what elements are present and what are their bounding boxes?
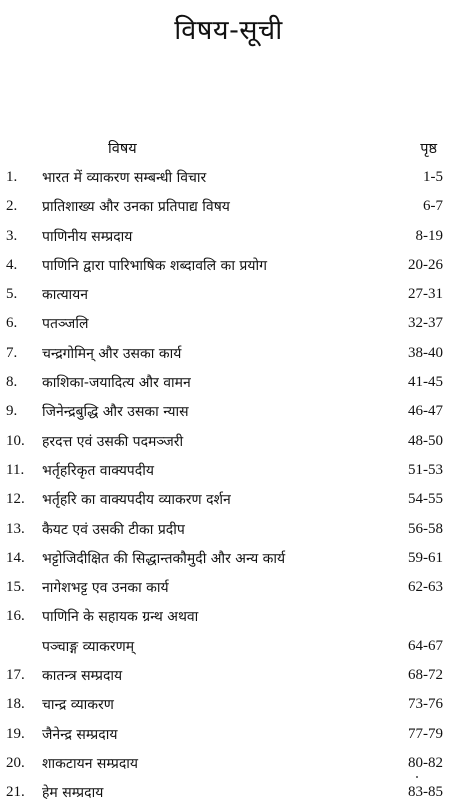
entry-title: शाकटायन सम्प्रदाय [42,755,138,772]
entry-page-range: 27-31 [408,286,443,303]
entry-number: 19. [6,725,25,742]
entry-title: हेम सम्प्रदाय [42,785,104,802]
entry-page-range: 38-40 [408,344,443,361]
entry-number: 12. [6,491,25,508]
entry-page-range: 1-5 [423,169,443,185]
entry-number: 15. [6,579,25,596]
toc-entry [0,341,457,370]
toc-entry [0,282,457,311]
entry-page-range: 51-53 [408,461,443,478]
toc-entry [0,692,457,721]
toc-entry [0,517,457,546]
entry-number: 13. [6,520,25,537]
toc-entry [0,370,457,399]
entry-number: 17. [6,667,25,684]
entry-page-range: 54-55 [408,491,443,508]
entry-title: पञ्चाङ्ग व्याकरणम् [42,638,135,655]
toc-entry [0,575,457,604]
entry-number: 11. [6,461,25,478]
entry-title: भर्तृहरि का वाक्यपदीय व्याकरण दर्शन [42,492,231,509]
toc-entry [0,429,457,458]
entry-title: चान्द्र व्याकरण [42,697,114,714]
subject-column-header: विषय [108,141,137,157]
entry-title: पाणिनि के सहायक ग्रन्थ अथवा [42,609,199,626]
entry-page-range: 20-26 [408,256,443,273]
entry-number: 1. [6,169,18,185]
toc-entry [0,194,457,223]
entry-title: नागेशभट्ट एव उनका कार्य [42,580,169,597]
toc-entry [0,487,457,516]
entry-page-range: 68-72 [408,667,443,684]
toc-entry [0,751,457,780]
toc-entry [0,311,457,340]
entry-page-range: 73-76 [408,696,443,713]
entry-number: 10. [6,432,25,449]
entry-page-range: 8-19 [415,227,443,244]
entry-title: कातन्त्र सम्प्रदाय [42,668,123,685]
entry-title: चन्द्रगोमिन् और उसका कार्य [42,345,182,362]
toc-list [0,165,457,810]
entry-title: जिनेन्द्रबुद्धि और उसका न्यास [42,404,189,421]
toc-entry [0,722,457,751]
entry-title: पाणिनीय सम्प्रदाय [42,228,133,245]
entry-page-range: 80-82 [408,754,443,771]
entry-number: 21. [6,784,25,801]
entry-page-range: 32-37 [408,315,443,332]
entry-page-range: 59-61 [408,549,443,566]
entry-title: कैयट एवं उसकी टीका प्रदीप [42,521,185,538]
entry-number: 6. [6,315,18,332]
entry-number: 2. [6,198,18,215]
entry-page-range: 41-45 [408,374,443,391]
toc-entry [0,663,457,692]
toc-entry [0,458,457,487]
entry-title: हरदत्त एवं उसकी पदमञ्जरी [42,433,184,450]
entry-page-range: 77-79 [408,725,443,742]
entry-number: 9. [6,403,18,420]
entry-title: भारत में व्याकरण सम्बन्धी विचार [42,170,207,186]
toc-entry [0,165,457,194]
entry-page-range: 62-63 [408,579,443,596]
toc-entry [0,546,457,575]
entry-page-range: 64-67 [408,637,443,654]
entry-title: भट्टोजिदीक्षित की सिद्धान्तकौमुदी और अन्य कार्य [42,550,286,567]
entry-number: 3. [6,227,18,244]
entry-number: 7. [6,344,18,361]
entry-title: काशिका-जयादित्य और वामन [42,375,191,392]
entry-title: प्रातिशाख्य और उनका प्रतिपाद्य विषय [42,199,230,216]
entry-page-range: 48-50 [408,432,443,449]
entry-title: कात्यायन [42,287,89,304]
entry-page-range: 83-85 [408,784,443,801]
page-column-header: पृष्ठ [420,141,437,157]
page-title: विषय-सूची [174,15,283,46]
toc-entry [0,399,457,428]
entry-title: जैनेन्द्र सम्प्रदाय [42,726,118,743]
entry-number: 20. [6,754,25,771]
entry-number: 16. [6,608,25,625]
scan-speck [416,776,418,778]
toc-entry [0,253,457,282]
entry-number: 14. [6,549,25,566]
toc-entry [0,634,457,663]
entry-title: पाणिनि द्वारा पारिभाषिक शब्दावलि का प्रयोग [42,257,267,274]
toc-entry [0,224,457,253]
toc-entry [0,780,457,809]
toc-entry [0,604,457,633]
entry-title: पतञ्जलि [42,316,89,333]
entry-page-range: 46-47 [408,403,443,420]
entry-number: 18. [6,696,25,713]
entry-number: 4. [6,256,18,273]
entry-number: 5. [6,286,18,303]
entry-page-range: 6-7 [423,198,443,215]
entry-page-range: 56-58 [408,520,443,537]
entry-number: 8. [6,374,18,391]
entry-title: भर्तृहरिकृत वाक्यपदीय [42,462,154,479]
